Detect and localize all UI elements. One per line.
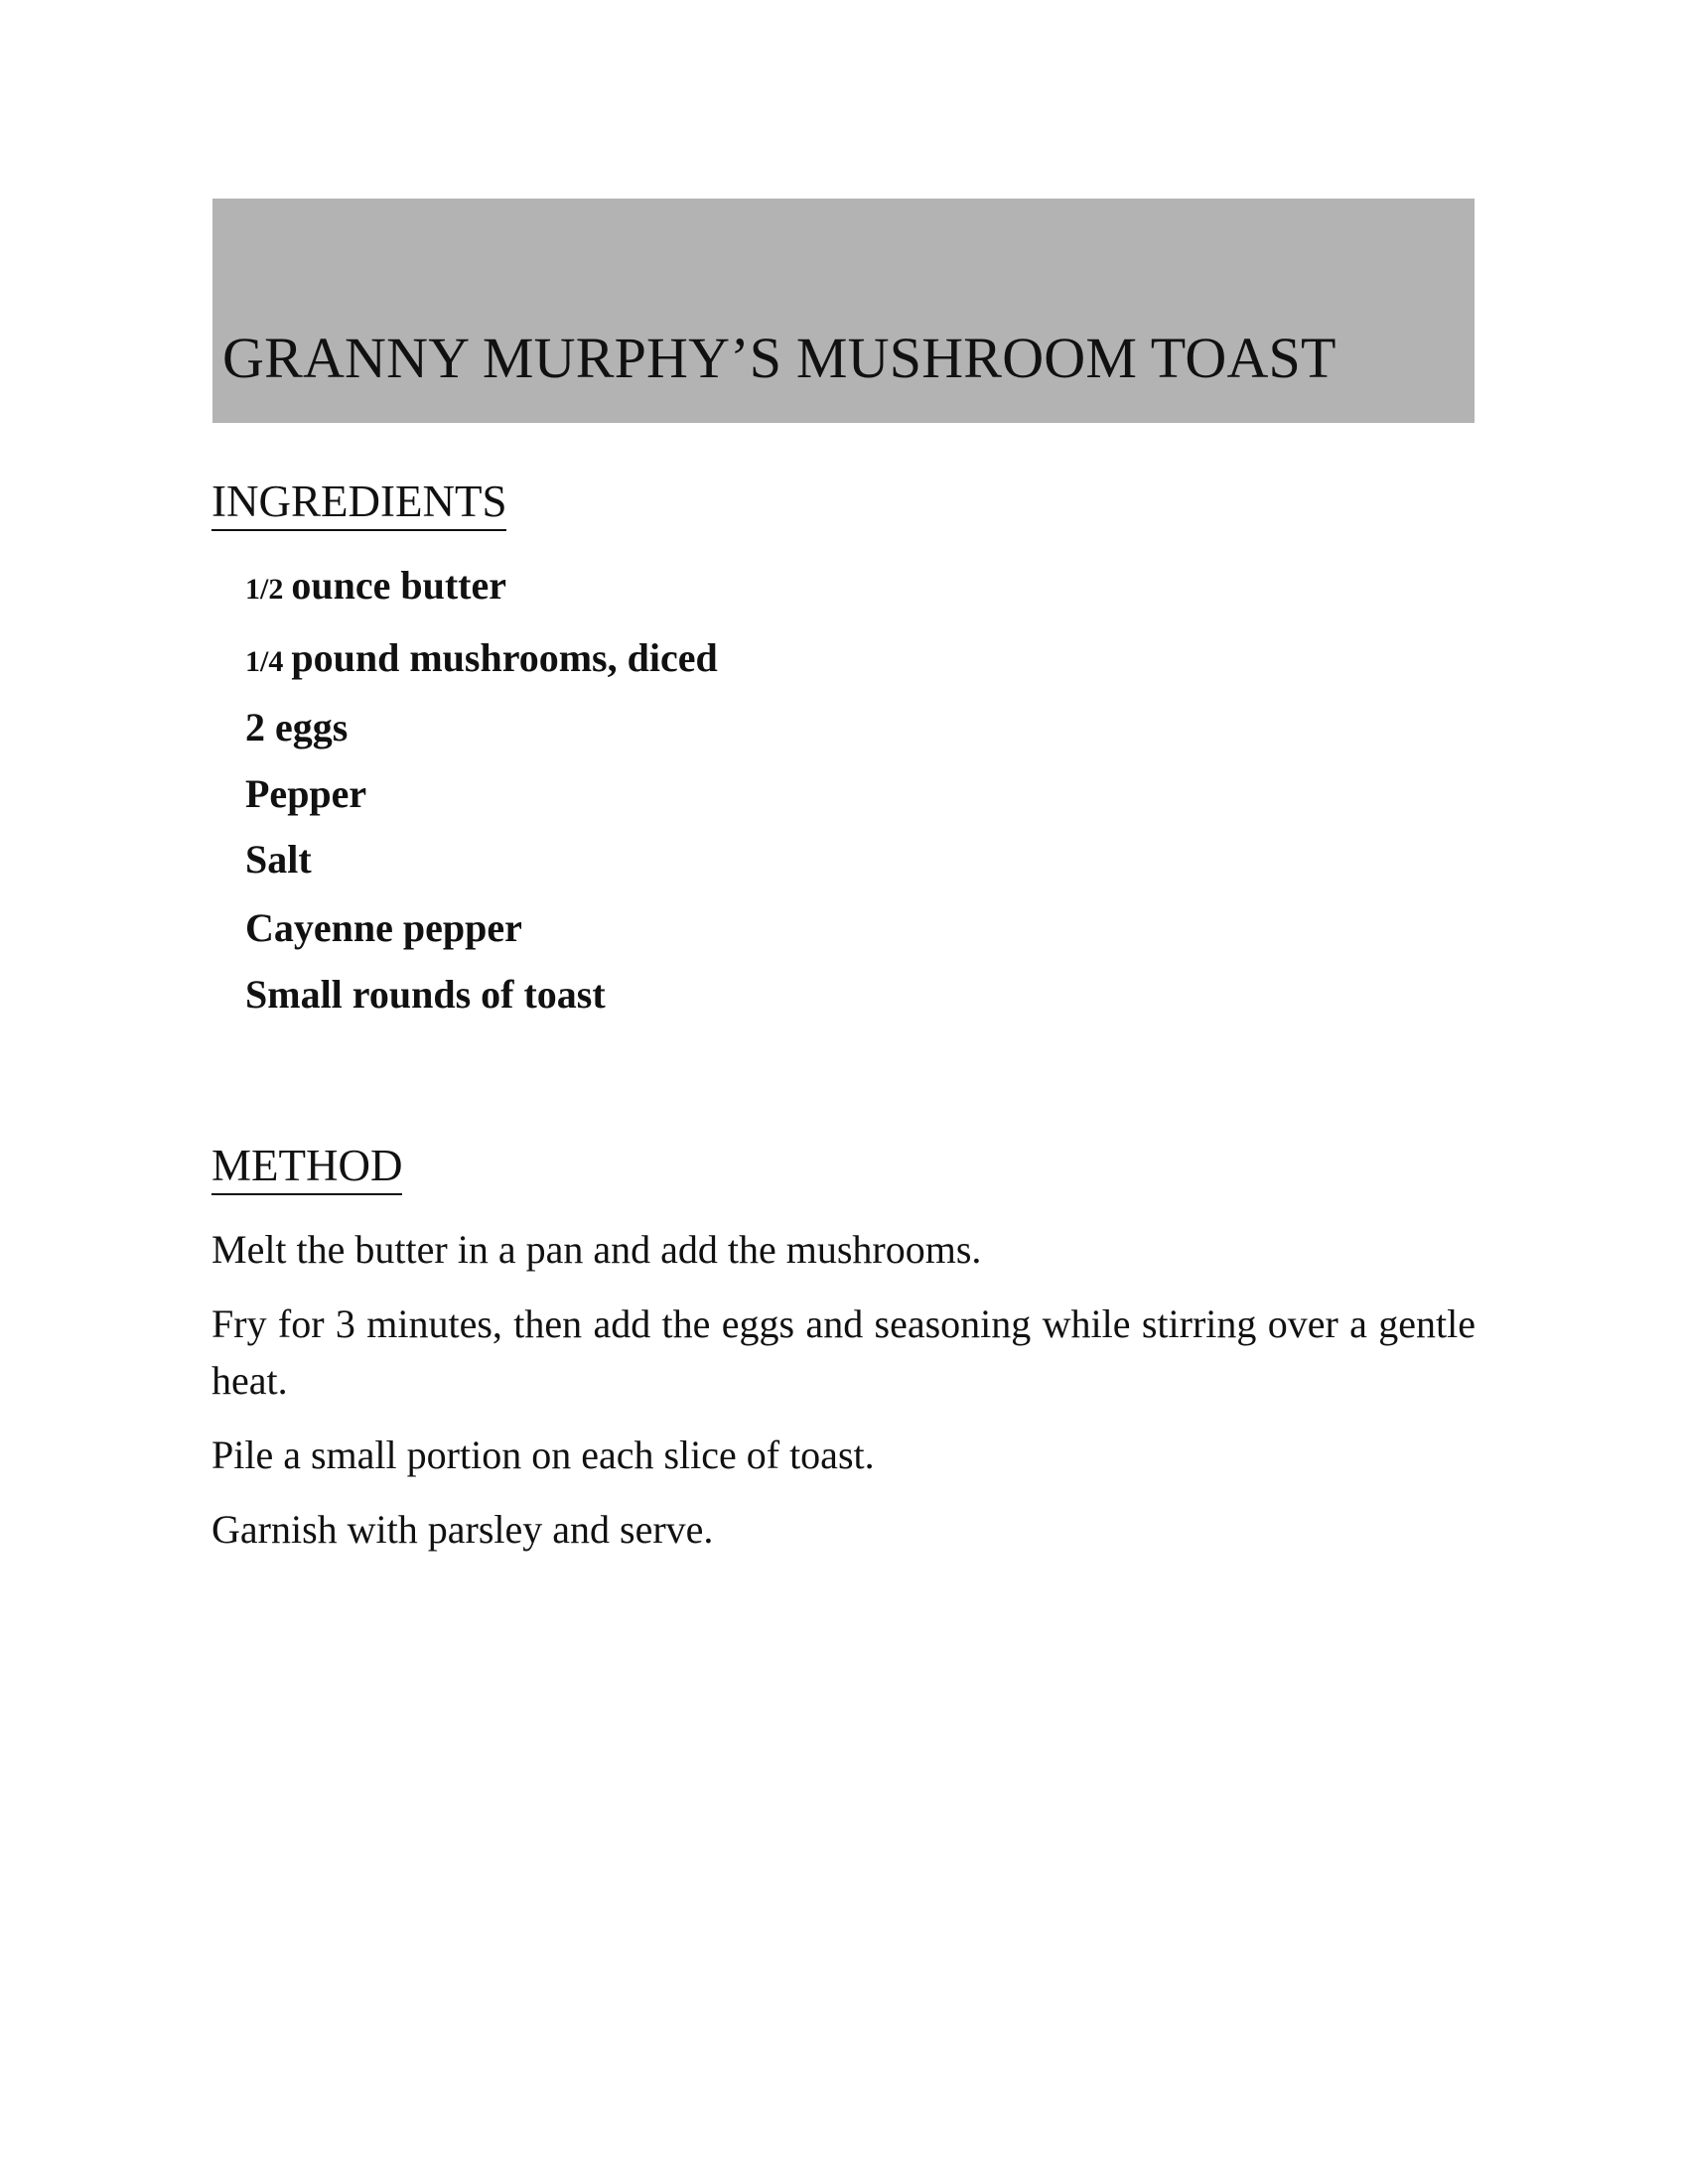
ingredient-text: Cayenne pepper <box>245 905 522 950</box>
ingredient-quantity: 1/2 <box>245 573 284 606</box>
method-steps <box>211 1221 1476 1558</box>
ingredient-text: ounce butter <box>291 563 506 608</box>
method-step: Melt the butter in a pan and add the mushrooms. <box>211 1227 982 1272</box>
ingredients-list <box>245 563 718 1017</box>
ingredient-text: 2 eggs <box>245 705 349 750</box>
ingredient-item <box>245 905 718 950</box>
ingredient-quantity: 1/4 <box>245 645 284 678</box>
method-step: Fry for 3 minutes, then add the eggs and seasoning while stirring over a gentle heat. <box>211 1301 1476 1403</box>
ingredient-item <box>245 771 718 816</box>
title-banner <box>212 199 1475 423</box>
ingredient-text: Salt <box>245 837 312 882</box>
ingredient-text: Small rounds of toast <box>245 972 606 1017</box>
ingredient-item <box>245 705 718 750</box>
ingredient-text: pound mushrooms, diced <box>291 635 718 680</box>
ingredient-item <box>245 563 718 608</box>
method-step: Pile a small portion on each slice of toast. <box>211 1433 875 1477</box>
ingredient-item <box>245 837 718 882</box>
method-step: Garnish with parsley and serve. <box>211 1507 714 1552</box>
method-heading: METHOD <box>211 1144 402 1195</box>
ingredient-item <box>245 635 718 680</box>
ingredients-heading: INGREDIENTS <box>211 479 506 531</box>
ingredient-text: Pepper <box>245 771 367 816</box>
recipe-title: GRANNY MURPHY’S MUSHROOM TOAST <box>222 326 1336 390</box>
ingredient-item <box>245 972 718 1017</box>
